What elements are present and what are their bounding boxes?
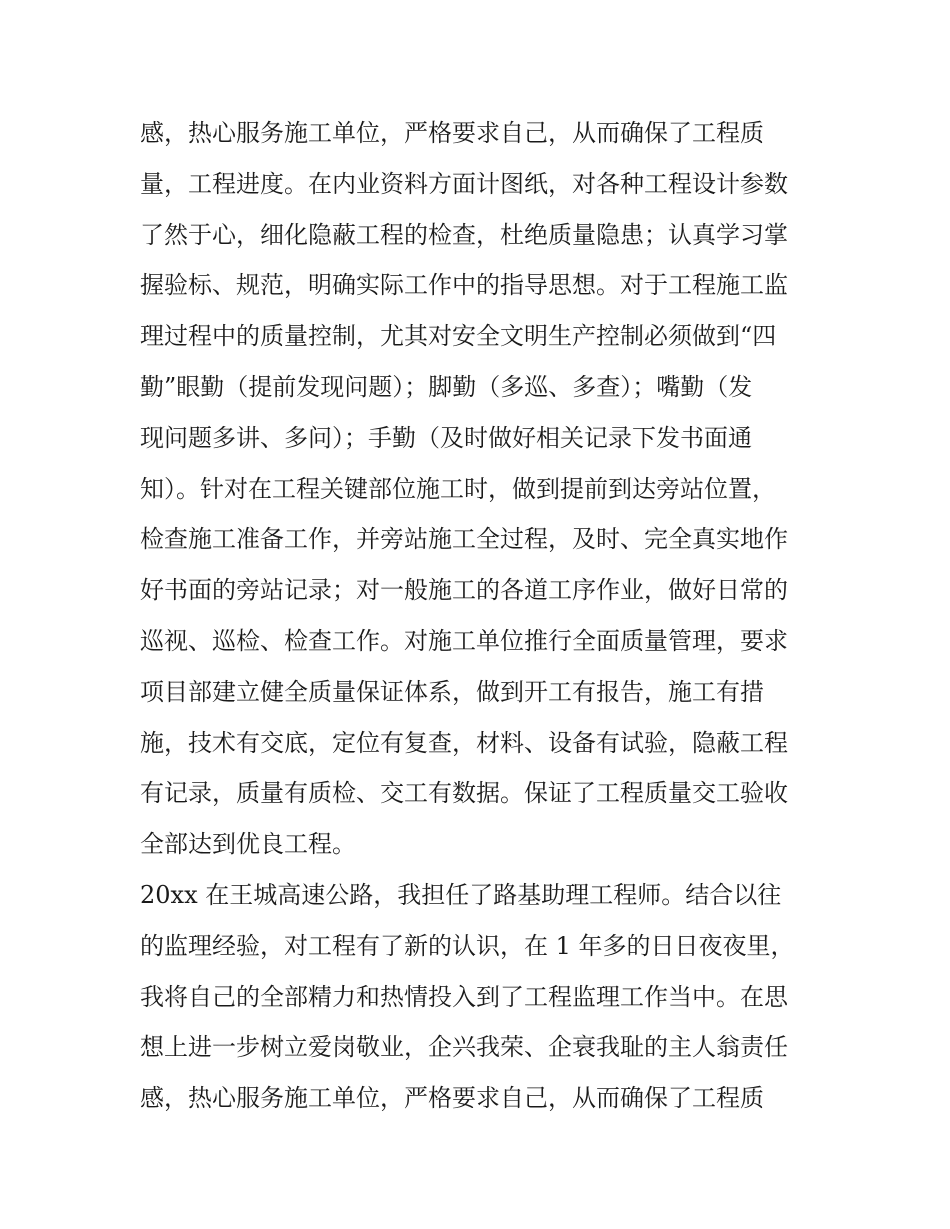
- text-line: 我将自己的全部精力和热情投入到了工程监理工作当中。在思: [140, 982, 788, 1011]
- body-text: [140, 108, 820, 1124]
- text-line: 感，热心服务施工单位，严格要求自己，从而确保了工程质: [140, 119, 764, 147]
- text-line: 了然于心，细化隐蔽工程的检查，杜绝质量隐患；认真学习掌: [140, 220, 788, 249]
- text-line: 检查施工准备工作，并旁站施工全过程，及时、完全真实地作: [140, 525, 788, 554]
- text-line: 勤”眼勤（提前发现问题）；脚勤（多巡、多查）；嘴勤（发: [140, 372, 753, 401]
- text-line: 全部达到优良工程。: [140, 830, 356, 859]
- text-line: 好书面的旁站记录；对一般施工的各道工序作业，做好日常的: [140, 576, 788, 605]
- text-line: 知）。针对在工程关键部位施工时，做到提前到达旁站位置，: [140, 474, 776, 503]
- text-line: 项目部建立健全质量保证体系，做到开工有报告，施工有措: [140, 677, 764, 706]
- text-line: 想上进一步树立爱岗敬业，企兴我荣、企衰我耻的主人翁责任: [140, 1033, 788, 1062]
- text-line: 感，热心服务施工单位，严格要求自己，从而确保了工程质: [140, 1084, 764, 1113]
- text-line: 现问题多讲、多问）；手勤（及时做好相关记录下发书面通: [140, 423, 752, 452]
- text-line: 的监理经验，对工程有了新的认识，在 1 年多的日日夜夜里，: [140, 931, 795, 960]
- text-line: 量，工程进度。在内业资料方面计图纸，对各种工程设计参数: [140, 169, 788, 198]
- text-line: 巡视、巡检、检查工作。对施工单位推行全面质量管理，要求: [140, 626, 788, 655]
- text-line: 握验标、规范，明确实际工作中的指导思想。对于工程施工监: [140, 271, 788, 300]
- text-line: 理过程中的质量控制，尤其对安全文明生产控制必须做到“四: [140, 322, 777, 351]
- text-line: 有记录，质量有质检、交工有数据。保证了工程质量交工验收: [140, 779, 788, 808]
- text-line: 20xx 在王城高速公路，我担任了路基助理工程师。结合以往: [140, 880, 782, 909]
- text-line: 施，技术有交底，定位有复查，材料、设备有试验，隐蔽工程: [140, 728, 788, 757]
